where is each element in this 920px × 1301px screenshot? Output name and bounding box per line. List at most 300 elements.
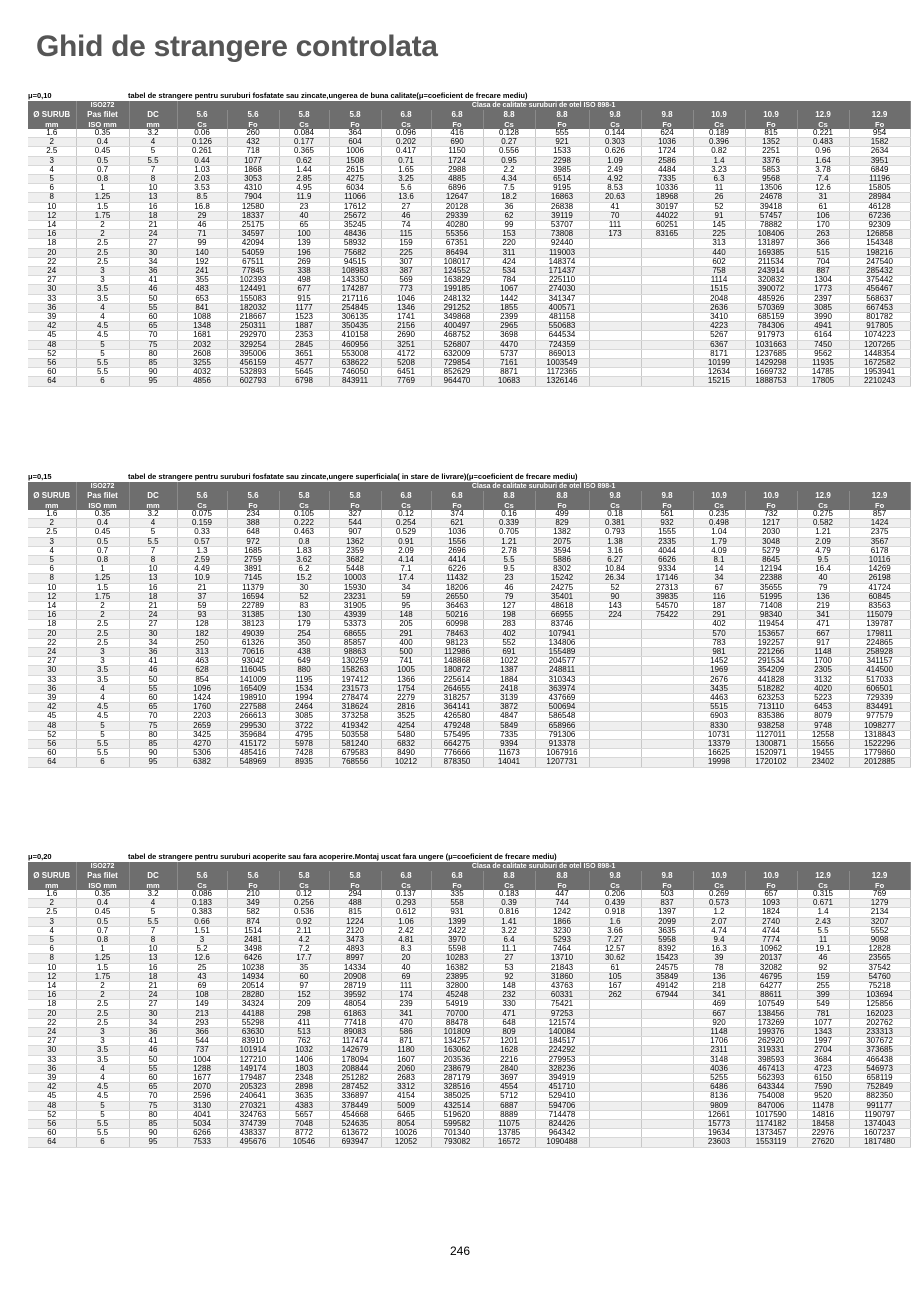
table-cell: 1.25 xyxy=(76,954,129,963)
table-row xyxy=(28,340,910,349)
table-cell xyxy=(641,1046,693,1055)
table-row xyxy=(28,349,910,358)
table-cell xyxy=(641,267,693,276)
table-cell: 10 xyxy=(28,963,76,972)
table-cell: 4254 xyxy=(381,721,431,730)
table-cell: 4414 xyxy=(431,556,483,565)
column-unit: Cs xyxy=(279,120,329,129)
table-cell: 43 xyxy=(177,972,227,981)
page-title: Ghid de strangere controlata xyxy=(36,30,438,63)
table-cell: 791306 xyxy=(535,730,589,739)
table-cell: 45 xyxy=(28,1092,76,1101)
table-cell: 7774 xyxy=(745,936,797,945)
table-cell: 74 xyxy=(381,221,431,230)
table-cell: 170 xyxy=(797,221,849,230)
table-cell: 5034 xyxy=(177,1120,227,1129)
table-cell: 199376 xyxy=(745,1028,797,1037)
table-cell: 5.2 xyxy=(177,945,227,954)
table-cell: 107941 xyxy=(535,629,589,638)
table-cell: 26838 xyxy=(535,202,589,211)
table-cell: 182 xyxy=(177,629,227,638)
table-cell: 3 xyxy=(28,156,76,165)
table-cell: 12580 xyxy=(227,202,279,211)
table-cell: 917 xyxy=(797,638,849,647)
table-cell: 0.62 xyxy=(279,156,329,165)
table-cell: 20.63 xyxy=(589,193,641,202)
table-cell: 258928 xyxy=(849,648,910,657)
table-cell: 1201 xyxy=(483,1037,535,1046)
table-cell: 2.78 xyxy=(483,546,535,555)
table-cell: 4270 xyxy=(177,740,227,749)
table-cell: 174 xyxy=(381,991,431,1000)
table-cell: 128 xyxy=(177,620,227,629)
table-cell: 83165 xyxy=(641,230,693,239)
table-cell: 3.53 xyxy=(177,184,227,193)
table-cell: 1006 xyxy=(329,147,381,156)
table-cell: 2.09 xyxy=(381,546,431,555)
table-cell: 921 xyxy=(535,138,589,147)
table-cell: 2636 xyxy=(693,303,745,312)
table-cell: 22976 xyxy=(797,1129,849,1138)
table-cell: 77418 xyxy=(329,1018,381,1027)
table-cell: 3891 xyxy=(227,565,279,574)
table-cell: 1150 xyxy=(431,147,483,156)
table-cell: 4463 xyxy=(693,694,745,703)
table-cell: 3872 xyxy=(483,703,535,712)
table-row xyxy=(28,648,910,657)
table-cell: 4 xyxy=(76,303,129,312)
table-cell: 1429298 xyxy=(745,359,797,368)
table-cell: 1180 xyxy=(381,1046,431,1055)
table-cell: 27 xyxy=(483,954,535,963)
table-cell: 2 xyxy=(76,611,129,620)
table-cell: 2.5 xyxy=(76,1018,129,1027)
table-cell xyxy=(641,313,693,322)
table-cell xyxy=(641,638,693,647)
table-cell: 390072 xyxy=(745,285,797,294)
table-cell: 4036 xyxy=(693,1064,745,1073)
table-cell: 5 xyxy=(129,528,177,537)
table-cell: 1868 xyxy=(227,165,279,174)
table-cell: 90 xyxy=(129,368,177,377)
table-cell: 39 xyxy=(693,954,745,963)
table-row xyxy=(28,331,910,340)
table-cell: 196 xyxy=(279,248,329,257)
table-cell: 153 xyxy=(483,230,535,239)
table-cell: 1373457 xyxy=(745,1129,797,1138)
column-unit: Fo xyxy=(431,120,483,129)
column-header: Pas filet xyxy=(76,871,129,881)
table-cell: 400497 xyxy=(431,322,483,331)
table-cell: 211534 xyxy=(745,257,797,266)
table-cell: 2.5 xyxy=(76,1000,129,1009)
table-cell: 4.81 xyxy=(381,936,431,945)
table-cell: 752849 xyxy=(849,1083,910,1092)
table-cell: 248811 xyxy=(535,666,589,675)
table-cell: 83 xyxy=(279,602,329,611)
table-cell: 568637 xyxy=(849,294,910,303)
table-cell: 1.75 xyxy=(76,592,129,601)
table-row xyxy=(28,221,910,230)
table-cell: 101914 xyxy=(227,1046,279,1055)
column-header: 8.8 xyxy=(483,491,535,501)
table-cell: 6 xyxy=(76,377,129,386)
table-cell: 10 xyxy=(28,202,76,211)
table-cell: 44022 xyxy=(641,211,693,220)
table-cell xyxy=(641,684,693,693)
table-cell: 18206 xyxy=(431,583,483,592)
column-header: 5.8 xyxy=(329,110,381,120)
table-cell: 210 xyxy=(227,890,279,899)
table-cell: 4 xyxy=(28,165,76,174)
table-cell: 552 xyxy=(483,638,535,647)
table-cell: 57457 xyxy=(745,211,797,220)
table-cell: 55 xyxy=(129,303,177,312)
table-cell: 19455 xyxy=(797,749,849,758)
table-cell: 149174 xyxy=(227,1064,279,1073)
table-cell: 6903 xyxy=(693,712,745,721)
table-cell: 27 xyxy=(129,239,177,248)
friction-coefficient-label: μ=0,20 xyxy=(28,852,52,861)
table-cell: 0.498 xyxy=(693,519,745,528)
column-header: 6.8 xyxy=(381,491,431,501)
table-cell: 2988 xyxy=(431,165,483,174)
table-cell: 2464 xyxy=(279,703,329,712)
table-cell: 4.49 xyxy=(177,565,227,574)
table-cell: 225 xyxy=(693,230,745,239)
table-cell: 13506 xyxy=(745,184,797,193)
table-cell: 32082 xyxy=(745,963,797,972)
table-cell: 65 xyxy=(129,1083,177,1092)
table-cell xyxy=(641,694,693,703)
table-cell: 1754 xyxy=(381,684,431,693)
table-cell: 4.92 xyxy=(589,175,641,184)
table-cell: 62 xyxy=(483,211,535,220)
table-cell: 0.793 xyxy=(589,528,641,537)
table-row xyxy=(28,276,910,285)
table-cell: 2696 xyxy=(431,546,483,555)
header-quality-class: Clasa de calitate suruburi de otel ISO 898-1 xyxy=(177,101,910,110)
table-cell: 2.2 xyxy=(483,165,535,174)
table-cell: 0.16 xyxy=(483,510,535,519)
column-unit: Fo xyxy=(329,501,381,510)
table-cell: 2156 xyxy=(381,322,431,331)
section-description: tabel de strangere pentru suruburi fosfatate sau zincate,ungere superficiala( in stare de livrare)(μ=coeficient de frecare mediu) xyxy=(128,472,578,481)
table-cell: 60 xyxy=(129,1074,177,1083)
table-cell: 148 xyxy=(381,611,431,620)
table-cell: 52 xyxy=(589,583,641,592)
table-cell: 8.3 xyxy=(381,945,431,954)
table-cell: 41 xyxy=(589,202,641,211)
table-cell: 15656 xyxy=(797,740,849,749)
table-cell: 318257 xyxy=(431,694,483,703)
table-cell: 39592 xyxy=(329,991,381,1000)
table-cell: 3970 xyxy=(431,936,483,945)
table-cell: 432514 xyxy=(431,1101,483,1110)
table-row xyxy=(28,620,910,629)
table-cell xyxy=(641,1101,693,1110)
table-cell: 0.8 xyxy=(279,537,329,546)
table-cell: 42 xyxy=(28,703,76,712)
table-cell: 70616 xyxy=(227,648,279,657)
table-cell: 24 xyxy=(28,648,76,657)
table-cell: 65 xyxy=(279,221,329,230)
table-cell: 2.07 xyxy=(693,917,745,926)
table-cell: 67944 xyxy=(641,991,693,1000)
table-cell: 2422 xyxy=(431,926,483,935)
column-header: 5.8 xyxy=(279,491,329,501)
table-cell: 769 xyxy=(849,890,910,899)
table-cell: 2.11 xyxy=(279,926,329,935)
table-cell: 117474 xyxy=(329,1037,381,1046)
table-cell: 221266 xyxy=(745,648,797,657)
table-cell: 7.1 xyxy=(381,565,431,574)
table-cell: 1760 xyxy=(177,703,227,712)
table-cell: 5 xyxy=(76,730,129,739)
table-cell: 17.7 xyxy=(279,954,329,963)
table-cell: 3 xyxy=(177,936,227,945)
table-cell: 4.5 xyxy=(76,1083,129,1092)
table-cell: 19.1 xyxy=(797,945,849,954)
table-cell: 31 xyxy=(797,193,849,202)
column-header: 5.6 xyxy=(227,491,279,501)
table-cell: 152 xyxy=(279,991,329,1000)
table-cell: 26198 xyxy=(849,574,910,583)
table-cell: 5853 xyxy=(745,165,797,174)
column-unit: Cs xyxy=(693,501,745,510)
table-cell: 36 xyxy=(129,1028,177,1037)
table-cell: 1803 xyxy=(279,1064,329,1073)
table-cell: 6367 xyxy=(693,340,745,349)
table-cell: 9809 xyxy=(693,1101,745,1110)
table-cell: 0.92 xyxy=(279,917,329,926)
table-cell: 1607237 xyxy=(849,1129,910,1138)
table-cell: 0.35 xyxy=(76,510,129,519)
table-row xyxy=(28,602,910,611)
table-cell: 10 xyxy=(28,583,76,592)
table-cell: 8.5 xyxy=(177,193,227,202)
table-row xyxy=(28,156,910,165)
table-cell: 3498 xyxy=(227,945,279,954)
table-cell xyxy=(641,1120,693,1129)
table-cell: 744 xyxy=(535,899,589,908)
table-cell: 5.5 xyxy=(76,749,129,758)
table-cell: 18 xyxy=(129,592,177,601)
table-cell xyxy=(641,666,693,675)
table-cell: 5223 xyxy=(797,694,849,703)
table-cell: 8871 xyxy=(483,368,535,377)
table-cell: 395006 xyxy=(227,349,279,358)
table-cell: 1672582 xyxy=(849,359,910,368)
column-unit: Fo xyxy=(641,501,693,510)
table-cell: 843911 xyxy=(329,377,381,386)
column-unit: Fo xyxy=(227,881,279,890)
table-cell: 2816 xyxy=(381,703,431,712)
column-header: Pas filet xyxy=(76,491,129,501)
table-cell: 479248 xyxy=(431,721,483,730)
table-cell: 917973 xyxy=(745,331,797,340)
table-row xyxy=(28,1028,910,1037)
table-cell: 86494 xyxy=(431,248,483,257)
table-cell: 25175 xyxy=(227,221,279,230)
table-cell: 829 xyxy=(535,519,589,528)
column-unit: Fo xyxy=(431,881,483,890)
table-cell: 204577 xyxy=(535,657,589,666)
tightening-section xyxy=(28,90,896,387)
table-cell xyxy=(589,368,641,377)
table-cell: 136 xyxy=(797,592,849,601)
column-unit: Cs xyxy=(483,881,535,890)
table-cell: 23 xyxy=(483,574,535,583)
table-cell xyxy=(589,749,641,758)
table-cell: 1217 xyxy=(745,519,797,528)
table-cell: 8645 xyxy=(745,556,797,565)
table-cell: 4020 xyxy=(797,684,849,693)
table-cell: 95 xyxy=(129,758,177,767)
table-cell: 198216 xyxy=(849,248,910,257)
table-cell: 54570 xyxy=(641,602,693,611)
table-cell: 2.09 xyxy=(797,537,849,546)
table-cell: 880 xyxy=(279,666,329,675)
table-cell: 835386 xyxy=(745,712,797,721)
table-cell: 0.383 xyxy=(177,908,227,917)
table-cell: 1887 xyxy=(279,322,329,331)
table-cell: 2.5 xyxy=(76,1009,129,1018)
table-cell: 758 xyxy=(693,267,745,276)
table-cell: 2298 xyxy=(535,156,589,165)
table-cell: 0.381 xyxy=(589,519,641,528)
table-cell: 658966 xyxy=(535,721,589,730)
table-cell: 1032 xyxy=(279,1046,329,1055)
table-cell: 4 xyxy=(76,313,129,322)
table-cell: 0.12 xyxy=(279,890,329,899)
table-cell: 0.91 xyxy=(381,537,431,546)
table-cell: 1.6 xyxy=(28,890,76,899)
table-cell: 441828 xyxy=(745,675,797,684)
table-cell: 4.79 xyxy=(797,546,849,555)
table-cell: 224865 xyxy=(849,638,910,647)
table-cell xyxy=(589,721,641,730)
table-cell: 4383 xyxy=(279,1101,329,1110)
table-cell: 599582 xyxy=(431,1120,483,1129)
table-cell: 46 xyxy=(381,211,431,220)
table-cell: 30 xyxy=(28,285,76,294)
table-cell: 283 xyxy=(483,620,535,629)
table-cell: 0.396 xyxy=(693,138,745,147)
table-cell: 7048 xyxy=(279,1120,329,1129)
table-cell: 467413 xyxy=(745,1064,797,1073)
table-cell: 24 xyxy=(28,267,76,276)
table-cell: 16 xyxy=(28,230,76,239)
table-cell: 10003 xyxy=(329,574,381,583)
table-cell: 39418 xyxy=(745,202,797,211)
table-cell: 43763 xyxy=(535,982,589,991)
table-cell: 0.82 xyxy=(693,147,745,156)
table-cell: 519620 xyxy=(431,1110,483,1119)
table-cell: 75218 xyxy=(849,982,910,991)
table-cell: 106 xyxy=(797,211,849,220)
table-cell: 586548 xyxy=(535,712,589,721)
table-cell: 7769 xyxy=(381,377,431,386)
table-cell: 4744 xyxy=(745,926,797,935)
table-cell: 0.57 xyxy=(177,537,227,546)
table-cell: 184517 xyxy=(535,1037,589,1046)
table-cell: 254845 xyxy=(329,303,381,312)
table-cell xyxy=(641,368,693,377)
table-cell: 5645 xyxy=(279,368,329,377)
table-cell: 14041 xyxy=(483,758,535,767)
table-cell: 264655 xyxy=(431,684,483,693)
column-unit: Fo xyxy=(849,881,910,890)
table-cell xyxy=(641,303,693,312)
table-cell: 5598 xyxy=(431,945,483,954)
table-cell: 414500 xyxy=(849,666,910,675)
table-cell: 218 xyxy=(693,982,745,991)
table-row xyxy=(28,1101,910,1110)
table-cell: 366 xyxy=(177,1028,227,1037)
table-cell: 882350 xyxy=(849,1092,910,1101)
table-row xyxy=(28,712,910,721)
table-cell: 1.79 xyxy=(693,537,745,546)
table-cell: 79 xyxy=(483,592,535,601)
table-cell: 0.918 xyxy=(589,908,641,917)
table-cell: 1207265 xyxy=(849,340,910,349)
table-cell: 46 xyxy=(483,583,535,592)
table-cell: 32800 xyxy=(431,982,483,991)
table-cell: 93042 xyxy=(227,657,279,666)
table-cell: 1036 xyxy=(431,528,483,537)
column-header: 9.8 xyxy=(589,871,641,881)
table-cell: 2099 xyxy=(641,917,693,926)
table-cell: 581240 xyxy=(329,740,381,749)
table-cell: 553008 xyxy=(329,349,381,358)
table-cell: 93 xyxy=(177,611,227,620)
table-cell: 11379 xyxy=(227,583,279,592)
table-cell: 34597 xyxy=(227,230,279,239)
table-cell: 776666 xyxy=(431,749,483,758)
table-cell: 262920 xyxy=(745,1037,797,1046)
table-cell: 2048 xyxy=(693,294,745,303)
table-cell: 3410 xyxy=(693,313,745,322)
table-cell: 10 xyxy=(129,945,177,954)
table-cell: 809 xyxy=(483,1028,535,1037)
table-cell: 4885 xyxy=(431,175,483,184)
table-cell: 313 xyxy=(693,239,745,248)
table-cell: 5267 xyxy=(693,331,745,340)
table-cell: 5279 xyxy=(745,546,797,555)
table-cell: 307672 xyxy=(849,1037,910,1046)
table-cell: 11673 xyxy=(483,749,535,758)
table-cell: 232 xyxy=(483,991,535,1000)
table-cell: 1.4 xyxy=(693,156,745,165)
table-cell xyxy=(589,1064,641,1073)
table-cell: 1522296 xyxy=(849,740,910,749)
column-header: 12.9 xyxy=(849,871,910,881)
table-cell: 1.4 xyxy=(797,908,849,917)
table-row xyxy=(28,1037,910,1046)
table-cell: 691 xyxy=(483,648,535,657)
table-cell: 3207 xyxy=(849,917,910,926)
table-cell: 3139 xyxy=(483,694,535,703)
table-cell: 116045 xyxy=(227,666,279,675)
table-cell: 0.12 xyxy=(381,510,431,519)
table-cell: 5255 xyxy=(693,1074,745,1083)
table-cell: 51995 xyxy=(745,592,797,601)
table-cell: 4484 xyxy=(641,165,693,174)
table-cell: 784 xyxy=(483,276,535,285)
table-cell: 310343 xyxy=(535,675,589,684)
table-cell: 1022 xyxy=(483,657,535,666)
